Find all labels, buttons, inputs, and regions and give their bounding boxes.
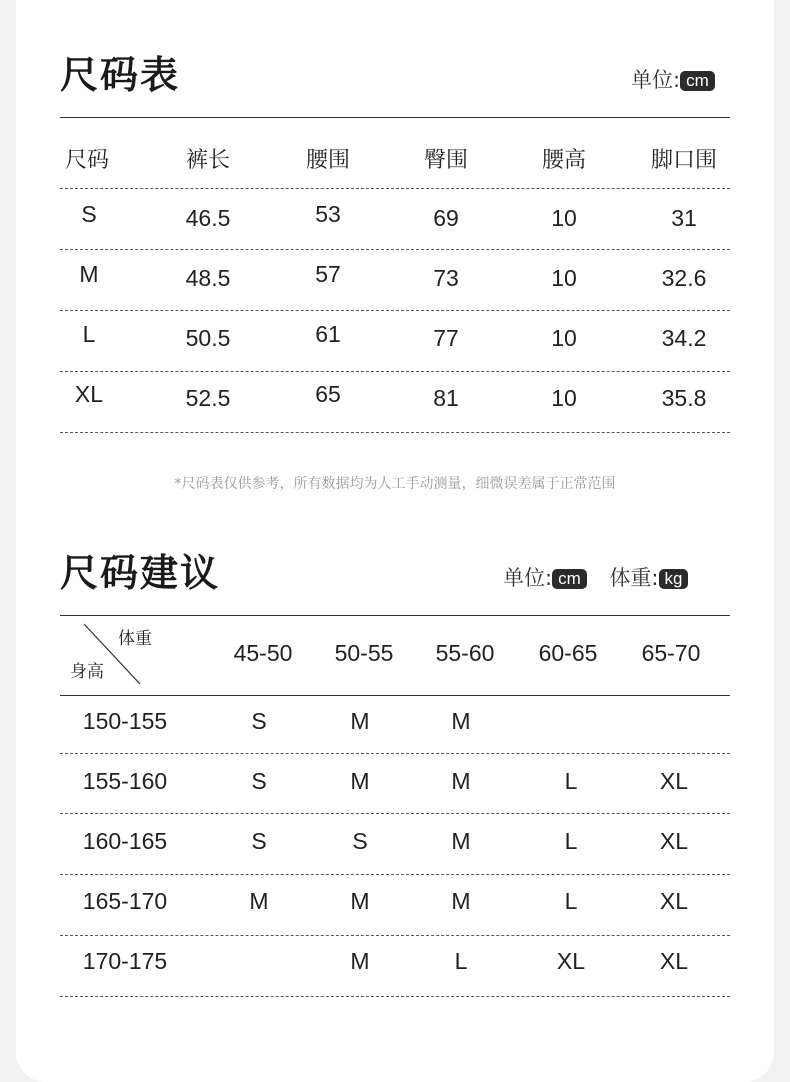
recommended-size: M (350, 948, 370, 974)
size-label: M (79, 261, 99, 287)
recommended-size: XL (659, 768, 689, 794)
size-advice-top-rule (60, 615, 730, 616)
unit-badge-kg: kg (659, 569, 689, 589)
recommended-size: M (451, 828, 471, 854)
measurement-value: 50.5 (185, 325, 231, 351)
row-divider (60, 813, 730, 814)
measurement-value: 77 (433, 325, 459, 351)
recommended-size: L (564, 828, 578, 854)
size-chart-header-cell: 腰高 (541, 148, 586, 173)
size-chart-unit (631, 64, 715, 94)
recommended-size: XL (659, 948, 689, 974)
recommended-size: XL (659, 888, 689, 914)
corner-height-label: 身高 (70, 662, 104, 682)
row-divider (60, 753, 730, 754)
measurement-value: 57 (315, 261, 341, 287)
measurement-value: 53 (315, 201, 341, 227)
size-chart-header-cell: 腰围 (305, 148, 350, 173)
measurement-value: 35.8 (661, 385, 707, 411)
measurement-value: 46.5 (185, 205, 231, 231)
recommended-size: S (251, 708, 267, 734)
weight-column-header: 45-50 (233, 640, 293, 666)
size-advice-units (503, 562, 688, 592)
measurement-value: 73 (433, 265, 459, 291)
row-divider (60, 310, 730, 311)
size-advice-header-rule (60, 695, 730, 696)
measurement-value: 10 (551, 385, 577, 411)
height-range-label: 150-155 (82, 708, 168, 734)
height-range-label: 155-160 (82, 768, 168, 794)
size-chart-header-cell: 尺码 (65, 148, 110, 173)
height-range-label: 160-165 (82, 828, 168, 854)
size-advice-title: 尺码建议 (60, 551, 221, 595)
measurement-value: 52.5 (185, 385, 231, 411)
unit-badge-cm: cm (680, 71, 715, 91)
row-divider (60, 996, 730, 997)
recommended-size: M (451, 768, 471, 794)
row-divider (60, 874, 730, 875)
size-chart-top-rule (60, 117, 730, 118)
unit-badge-cm: cm (552, 569, 587, 589)
recommended-size: XL (659, 828, 689, 854)
measurement-value: 81 (433, 385, 459, 411)
row-divider (60, 249, 730, 250)
recommended-size: M (451, 708, 471, 734)
row-divider (60, 935, 730, 936)
row-divider (60, 371, 730, 372)
size-chart-header-cell: 脚口围 (650, 148, 717, 173)
measurement-value: 65 (315, 381, 341, 407)
recommended-size: M (451, 888, 471, 914)
weight-column-header: 65-70 (641, 640, 701, 666)
weight-column-header: 55-60 (435, 640, 495, 666)
height-range-label: 165-170 (82, 888, 168, 914)
row-divider (60, 432, 730, 433)
weight-label: 体重: (609, 566, 659, 590)
row-divider (60, 188, 730, 189)
weight-column-header: 50-55 (334, 640, 394, 666)
recommended-size: M (350, 708, 370, 734)
size-label: XL (74, 381, 104, 407)
recommended-size: L (564, 888, 578, 914)
recommended-size: L (564, 768, 578, 794)
recommended-size: M (249, 888, 269, 914)
size-chart-note: *尺码表仅供参考，所有数据均为人工手动测量，细微误差属于正常范围 (174, 476, 616, 492)
recommended-size: S (352, 828, 368, 854)
size-chart-header-cell: 臀围 (423, 148, 468, 173)
size-chart-header-cell: 裤长 (185, 148, 230, 173)
measurement-value: 10 (551, 205, 577, 231)
measurement-value: 61 (315, 321, 341, 347)
recommended-size: M (350, 888, 370, 914)
measurement-value: 34.2 (661, 325, 707, 351)
size-chart-title: 尺码表 (60, 53, 181, 97)
recommended-size: S (251, 828, 267, 854)
recommended-size: L (454, 948, 468, 974)
recommended-size: M (350, 768, 370, 794)
recommended-size: S (251, 768, 267, 794)
unit-label: 单位: (503, 566, 553, 590)
measurement-value: 10 (551, 325, 577, 351)
corner-weight-label: 体重 (118, 629, 152, 649)
height-range-label: 170-175 (82, 948, 168, 974)
measurement-value: 10 (551, 265, 577, 291)
weight-column-header: 60-65 (538, 640, 598, 666)
measurement-value: 32.6 (661, 265, 707, 291)
measurement-value: 69 (433, 205, 459, 231)
recommended-size: XL (556, 948, 586, 974)
size-label: L (82, 321, 96, 347)
unit-label: 单位: (631, 68, 681, 92)
measurement-value: 48.5 (185, 265, 231, 291)
size-label: S (81, 201, 97, 227)
measurement-value: 31 (671, 205, 697, 231)
